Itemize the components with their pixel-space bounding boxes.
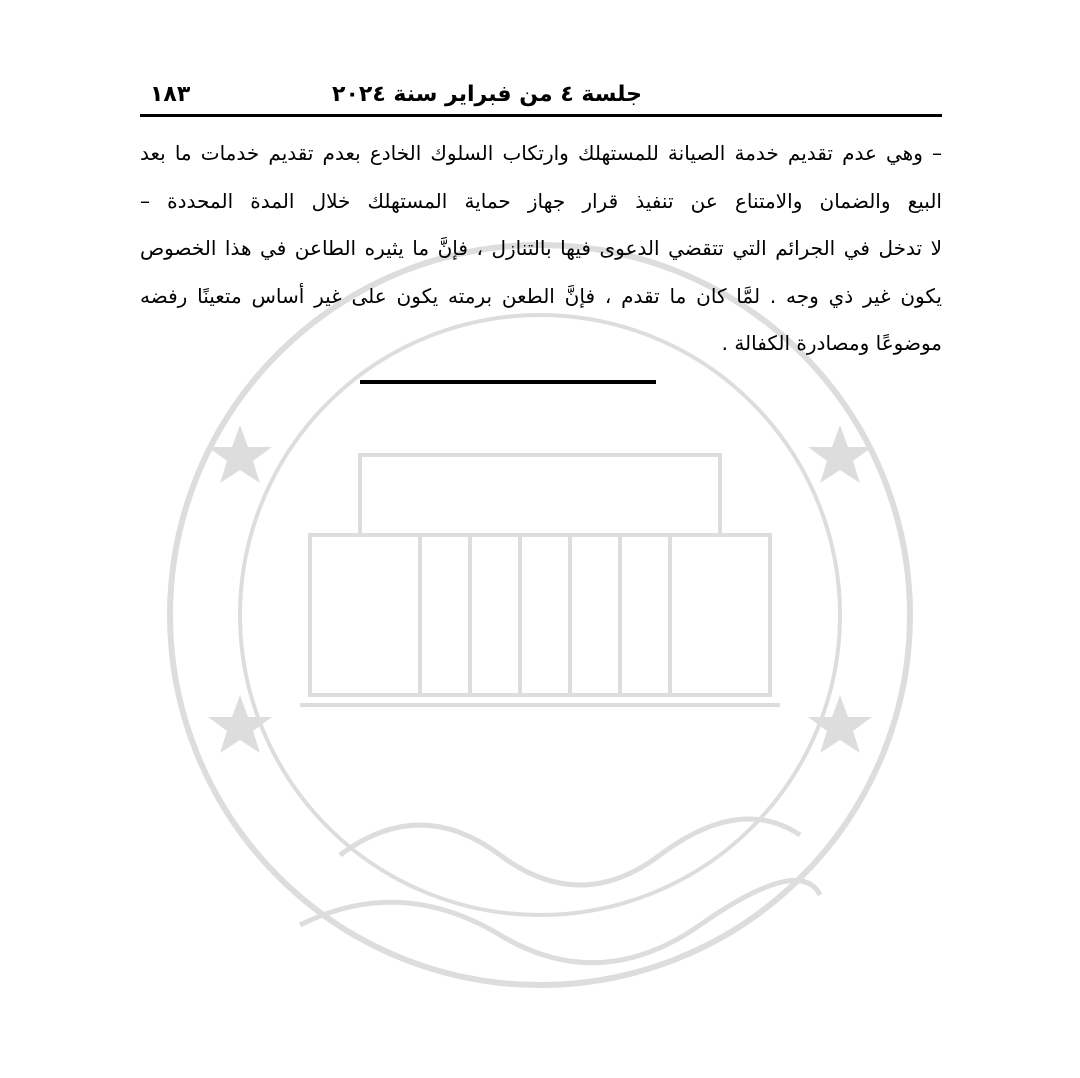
- text-line: البيع والضمان والامتناع عن تنفيذ قرار جهاز حماية المستهلك خلال المدة المحددة –: [140, 188, 942, 213]
- page-number: ١٨٣: [150, 82, 191, 107]
- page-header: [140, 80, 942, 116]
- judgment-text: [140, 130, 942, 368]
- text-line: لا تدخل في الجرائم التي تتقضي الدعوى فيها بالتنازل ، فإنَّ ما يثيره الطاعن في هذا الخصوص: [140, 236, 942, 260]
- end-divider: [360, 380, 656, 384]
- text-line: موضوعًا ومصادرة الكفالة .: [721, 331, 942, 355]
- text-line: – وهي عدم تقديم خدمة الصيانة للمستهلك وارتكاب السلوك الخادع بعدم تقديم خدمات ما بعد: [140, 141, 942, 165]
- text-line: يكون غير ذي وجه . لمَّا كان ما تقدم ، فإنَّ الطعن برمته يكون على غير أساس متعينًا رفضه: [140, 283, 942, 308]
- header-divider: [140, 114, 942, 117]
- session-date-title: جلسة ٤ من فبراير سنة ٢٠٢٤: [332, 82, 642, 107]
